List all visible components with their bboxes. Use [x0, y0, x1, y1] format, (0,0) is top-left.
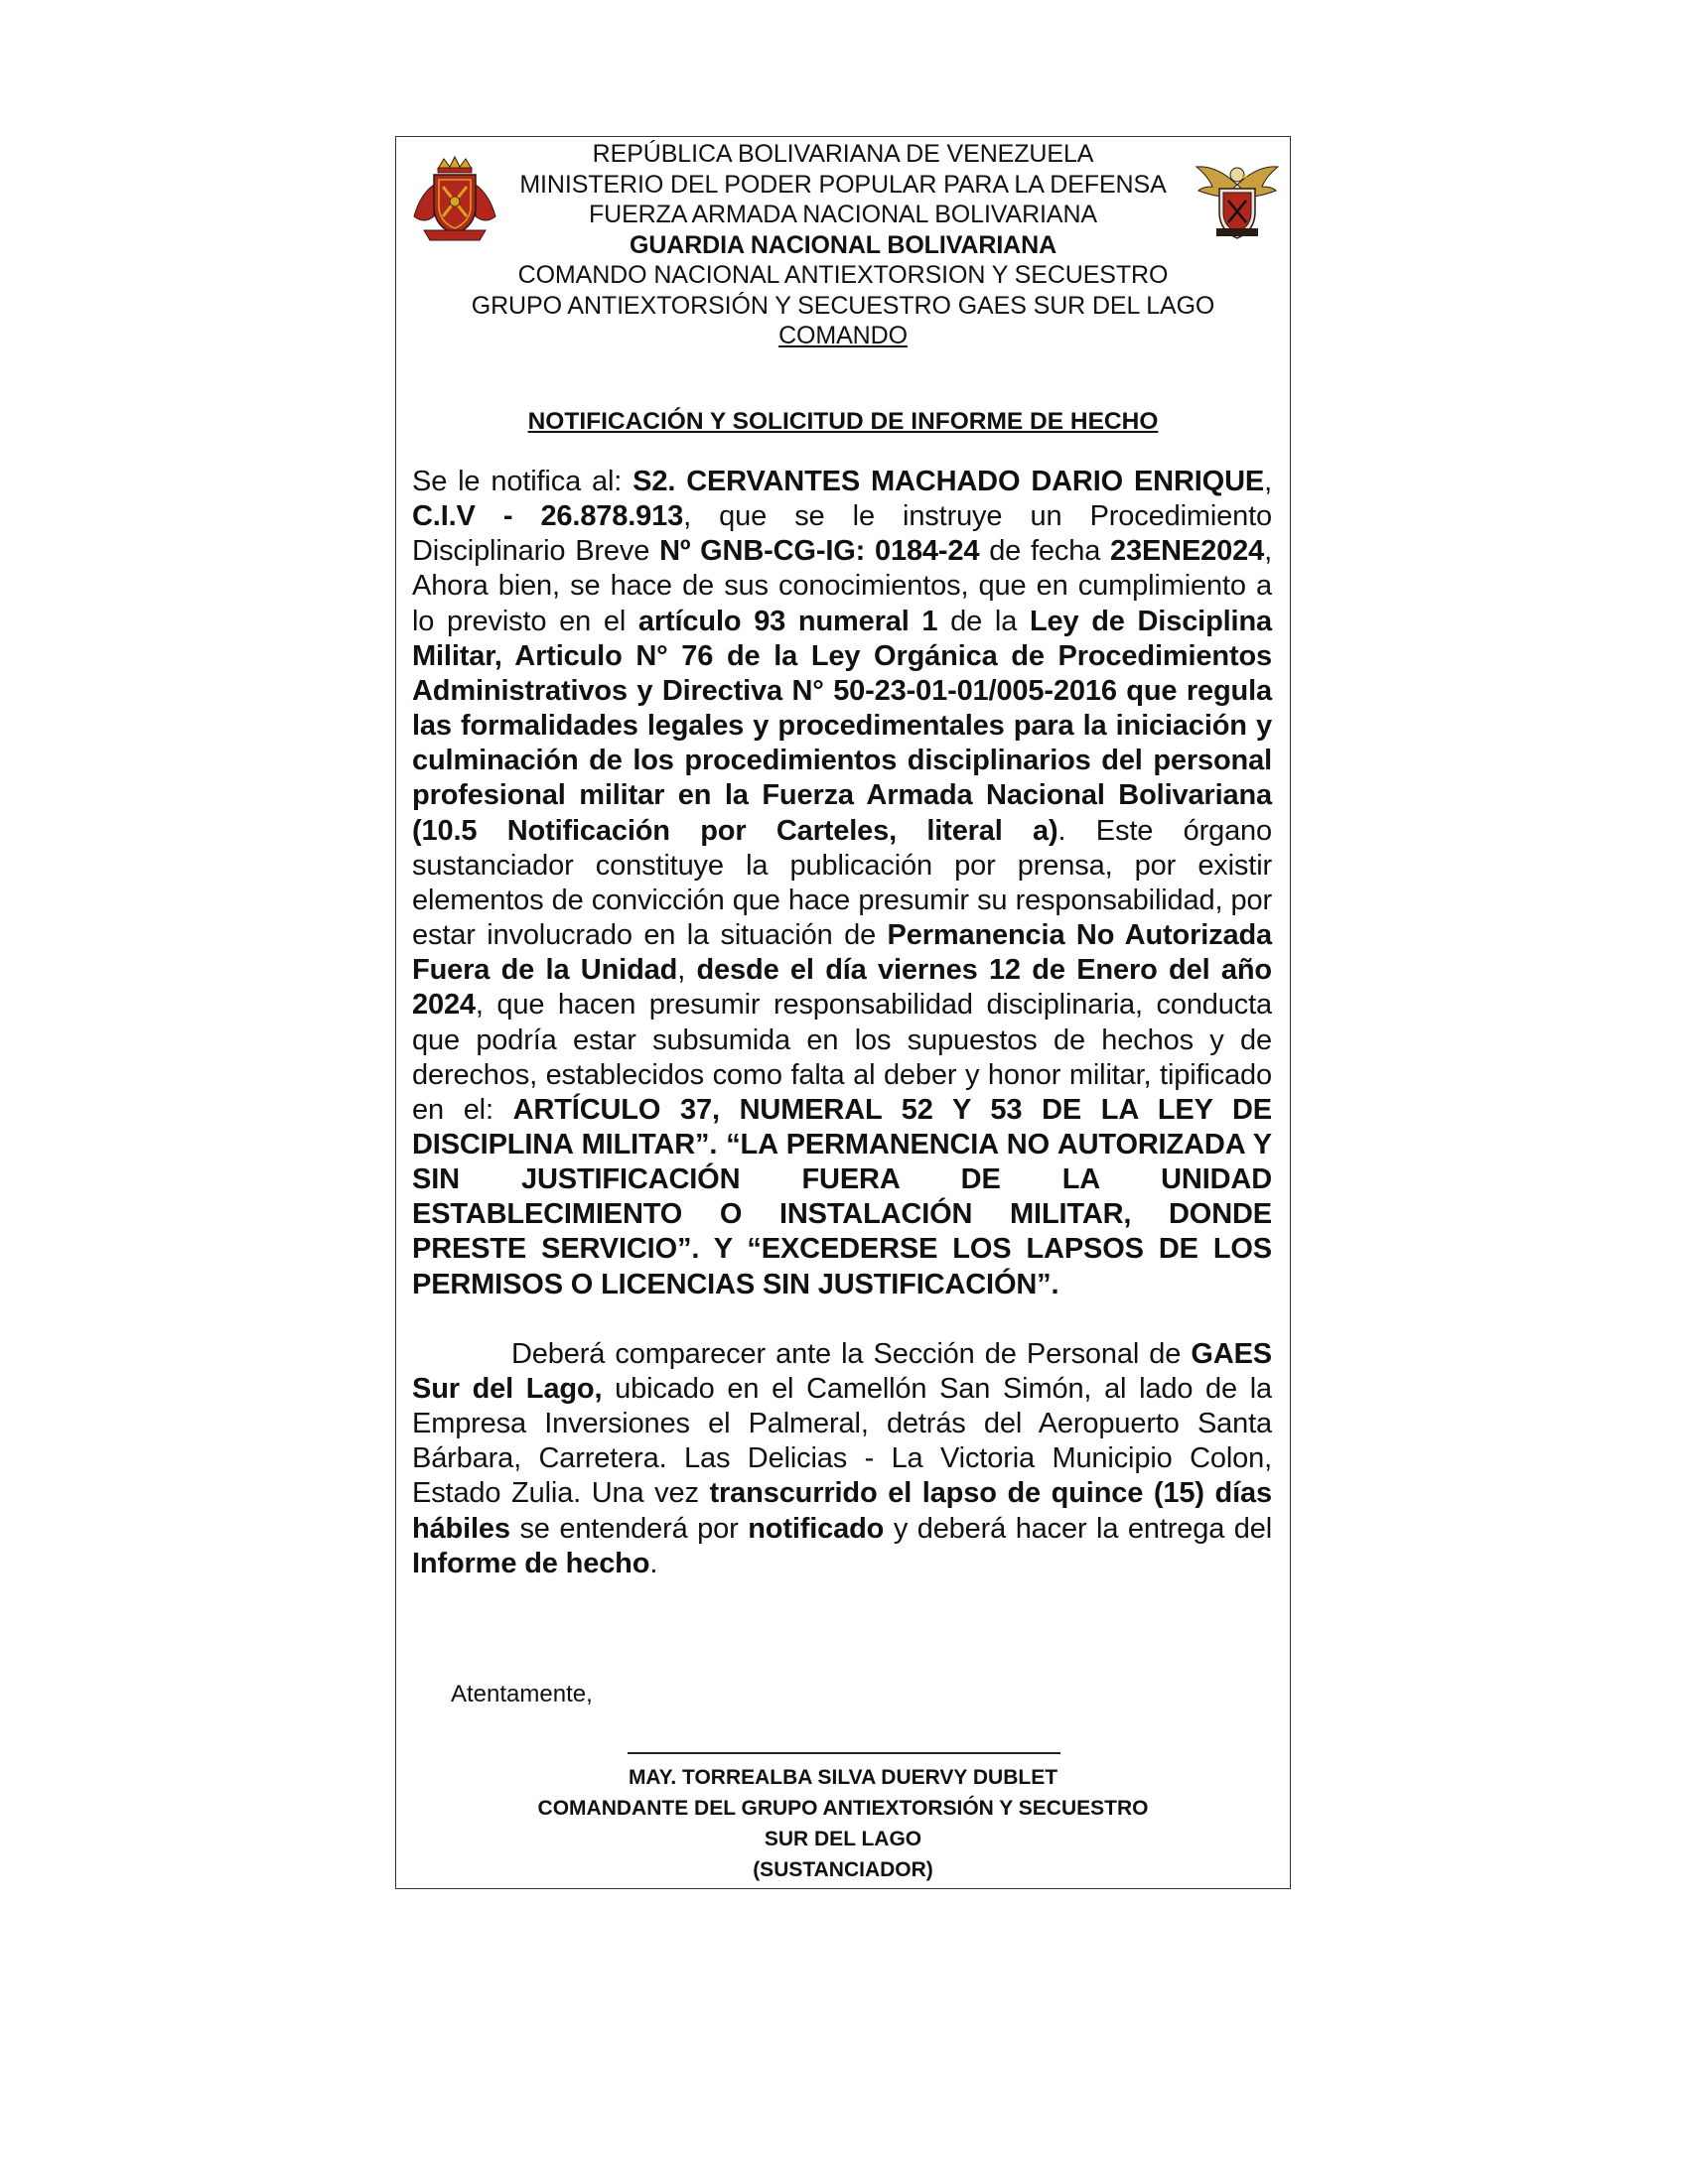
p2-segment: GAES Sur del Lago,: [412, 1337, 1272, 1405]
p1-segment: Ley de Disciplina Militar, Articulo N° 76 de la Ley Orgánica de Procedimientos Administrativos y Directiva N° 50-23-01-01/005-2016 que regula las formalidades legales y procedimentales para la iniciación y culminación de los procedimientos disciplinarios del personal profesional militar en la Fuerza Armada Nacional Bolivariana (10.5 Notificación por Carteles, literal a): [412, 605, 1273, 847]
p1-segment: , que hacen presumir responsabilidad disciplinaria, conducta que podría estar subsumida en los supuestos de hechos y de derechos, establecidos como falta al deber y honor militar, tipificado en el:: [412, 989, 1272, 1126]
p1-segment: C.I.V - 26.878.913: [412, 500, 684, 533]
p1-segment: S2. CERVANTES MACHADO DARIO ENRIQUE: [633, 466, 1265, 497]
header-group: GRUPO ANTIEXTORSIÓN Y SECUESTRO GAES SUR DEL LAGO: [471, 291, 1215, 320]
p1-segment: , Ahora bien, se hace de sus conocimientos, que en cumplimiento a lo previsto en el: [412, 535, 1273, 637]
p1-segment: Permanencia No Autorizada Fuera de la Unidad: [412, 919, 1272, 987]
p1-segment: 23ENE2024: [1110, 535, 1265, 568]
p2-segment: y deberá hacer la entrega del: [884, 1512, 1272, 1545]
p2-segment: Deberá comparecer ante la Sección de Personal de: [511, 1337, 1192, 1370]
header-comando: COMANDO: [778, 322, 908, 349]
p1-segment: . Este órgano sustanciador constituye la publicación por prensa, por existir elementos de convicción que hace presumir su responsabilidad, por estar involucrado en la situación de: [412, 814, 1272, 952]
header-armed-force: FUERZA ARMADA NACIONAL BOLIVARIANA: [588, 201, 1097, 228]
p1-segment: ,: [677, 954, 697, 987]
signatory-unit: SUR DEL LAGO: [764, 1828, 922, 1850]
p2-segment: se entenderá por: [509, 1512, 749, 1545]
p1-segment: Se le notifica al:: [412, 466, 633, 497]
p1-segment: artículo 93 numeral 1: [637, 605, 938, 637]
header-command: COMANDO NACIONAL ANTIEXTORSION Y SECUESTRO: [517, 261, 1169, 289]
p2-segment: transcurrido el lapso de quince (15) días hábiles: [412, 1477, 1272, 1545]
p2-segment: .: [649, 1547, 658, 1579]
p1-segment: de la: [937, 605, 1030, 637]
notice-body: [412, 465, 1272, 1581]
p1-segment: Nº GNB-CG-IG: 0184-24: [659, 535, 980, 568]
signatory-capacity: (SUSTANCIADOR): [753, 1858, 933, 1881]
signature-line: [628, 1752, 1060, 1754]
header-national-guard: GUARDIA NACIONAL BOLIVARIANA: [629, 230, 1057, 259]
p1-segment: desde el día viernes 12 de Enero del año 2024: [412, 954, 1272, 1022]
closing-salutation: Atentamente,: [451, 1681, 593, 1707]
institution-header: [396, 139, 1290, 351]
p1-segment: de fecha: [979, 535, 1111, 568]
p2-segment: notificado: [748, 1512, 885, 1545]
header-republic: REPÚBLICA BOLIVARIANA DE VENEZUELA: [592, 140, 1094, 168]
notice-paragraph-1: [412, 465, 1272, 1302]
p1-segment: , que se le instruye un Procedimiento Disciplinario Breve: [412, 500, 1273, 568]
document-title: NOTIFICACIÓN Y SOLICITUD DE INFORME DE HECHO: [527, 408, 1159, 435]
notice-paragraph-2: [412, 1337, 1272, 1581]
notice-frame: [395, 136, 1291, 1889]
header-ministry: MINISTERIO DEL PODER POPULAR PARA LA DEFENSA: [519, 170, 1167, 199]
p1-segment: ARTÍCULO 37, NUMERAL 52 Y 53 DE LA LEY DE DISCIPLINA MILITAR”. “LA PERMANENCIA NO AUTORIZADA Y SIN JUSTIFICACIÓN FUERA DE LA UNIDAD ESTABLECIMIENTO O INSTALACIÓN MILITAR, DONDE PRESTE SERVICIO”. Y “EXCEDERSE LOS LAPSOS DE LOS PERMISOS O LICENCIAS SIN JUSTIFICACIÓN”.: [412, 1093, 1273, 1300]
p2-segment: ubicado en el Camellón San Simón, al lado de la Empresa Inversiones el Palmeral, detrás del Aeropuerto Santa Bárbara, Carretera. Las Delicias - La Victoria Municipio Colon, Estado Zulia. Una vez: [412, 1372, 1272, 1510]
p1-segment: ,: [1264, 466, 1272, 497]
p2-segment: Informe de hecho: [412, 1547, 650, 1579]
signatory-role: COMANDANTE DEL GRUPO ANTIEXTORSIÓN Y SECUESTRO: [537, 1797, 1149, 1820]
signature-block: [396, 1762, 1290, 1885]
signatory-name: MAY. TORREALBA SILVA DUERVY DUBLET: [628, 1766, 1058, 1789]
